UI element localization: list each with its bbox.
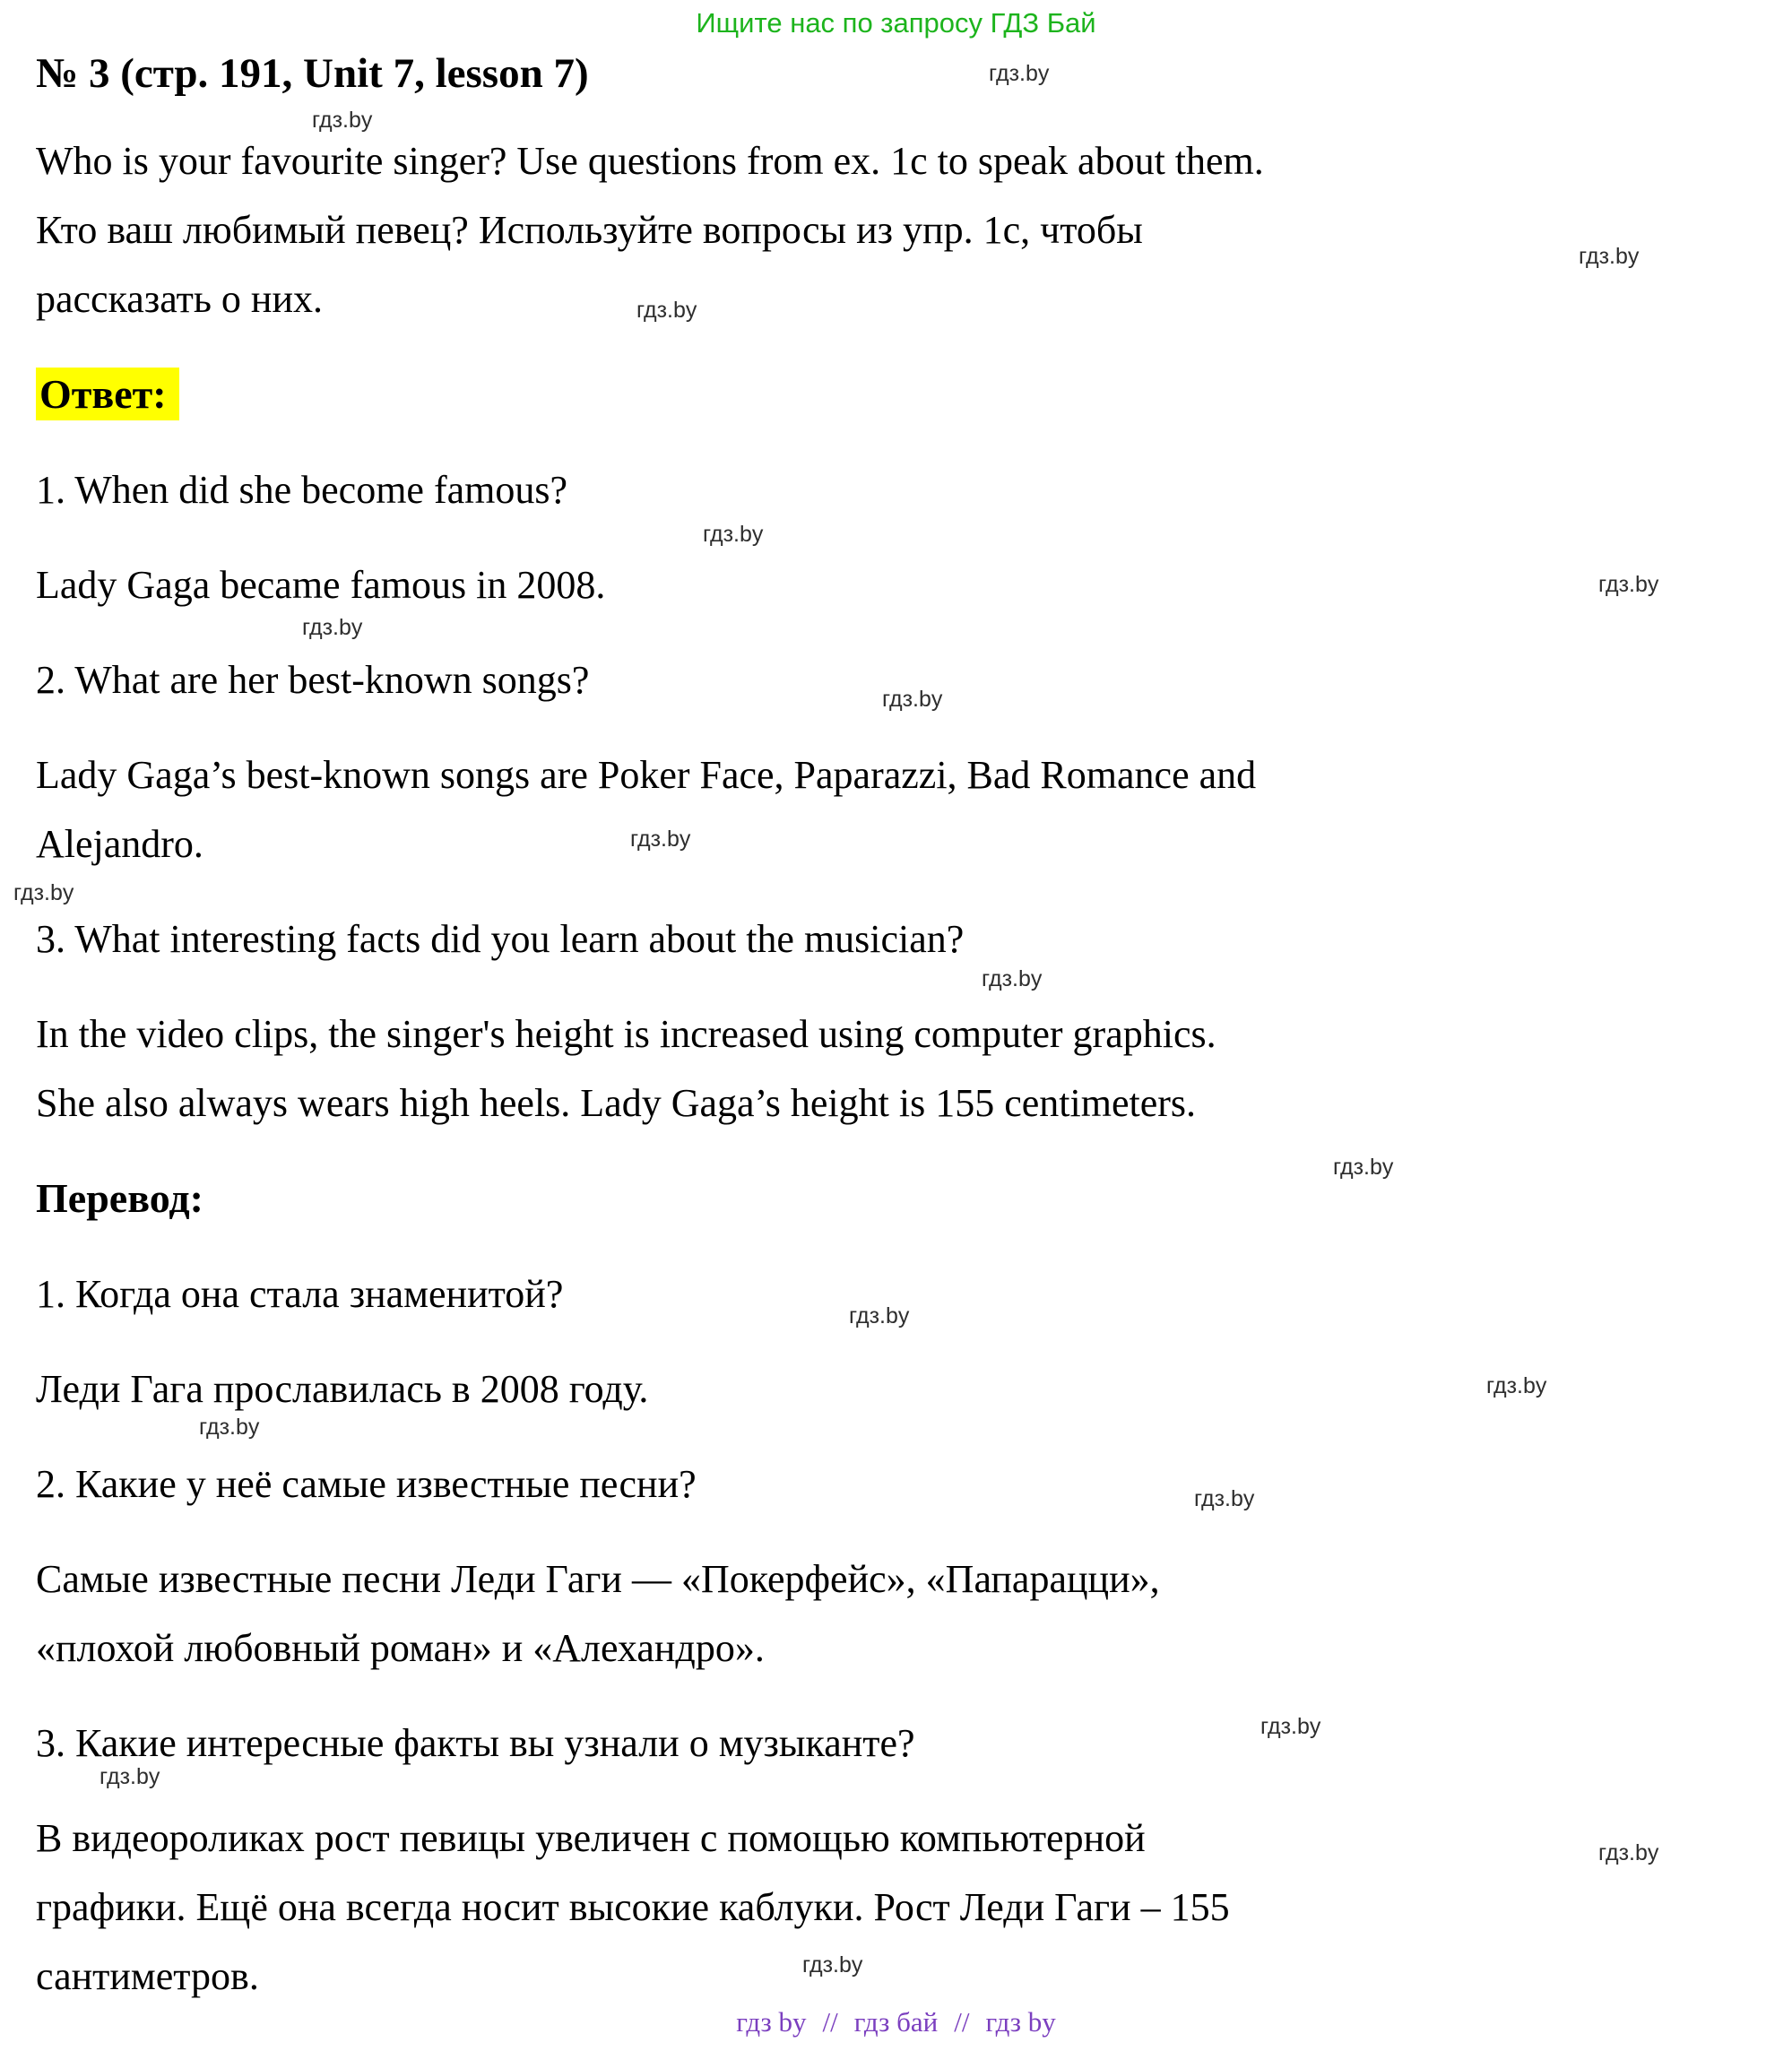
translation-question-2: 2. Какие у неё самые известные песни?	[36, 1462, 697, 1506]
watermark: гдз.by	[1579, 244, 1640, 269]
answer-question-3: 3. What interesting facts did you learn about the musician?	[36, 917, 965, 961]
watermark: гдз.by	[1598, 1840, 1659, 1865]
watermark: гдз.by	[199, 1415, 260, 1440]
answer-answer-3	[36, 1000, 1756, 1138]
answer-label-row	[36, 359, 1756, 429]
watermark: гдз.by	[1486, 1373, 1547, 1398]
translation-answer-3-line-3: сантиметров.	[36, 1954, 259, 1998]
translation-answer-1: Леди Гага прославилась в 2008 году.	[36, 1367, 649, 1411]
answer-answer-3-line-2: She also always wears high heels. Lady Gaga’s height is 155 centimeters.	[36, 1081, 1197, 1125]
translation-question-3: 3. Какие интересные факты вы узнали о музыканте?	[36, 1721, 915, 1765]
translation-answer-2-line-2: «плохой любовный роман» и «Алехандро».	[36, 1626, 765, 1670]
watermark: гдз.by	[1194, 1486, 1255, 1511]
watermark: гдз.by	[989, 61, 1050, 86]
watermark: гдз.by	[1333, 1155, 1394, 1180]
answer-answer-2	[36, 740, 1756, 878]
watermark: гдз.by	[312, 108, 373, 133]
answer-answer-2-line-1: Lady Gaga’s best-known songs are Poker Face, Paparazzi, Bad Romance and	[36, 753, 1257, 797]
translation-label: Перевод:	[36, 1175, 203, 1221]
translation-question-1: 1. Когда она стала знаменитой?	[36, 1272, 564, 1316]
exercise-heading: № 3 (стр. 191, Unit 7, lesson 7)	[36, 50, 589, 97]
answer-question-2: 2. What are her best-known songs?	[36, 658, 590, 702]
watermark: гдз.by	[630, 826, 691, 852]
footer-link-1[interactable]: гдз by	[736, 2006, 807, 2038]
task-line-en: Who is your favourite singer? Use questions from ex. 1c to speak about them.	[36, 139, 1264, 183]
footer-link-2[interactable]: гдз бай	[853, 2006, 939, 2038]
footer	[0, 2006, 1792, 2038]
watermark: гдз.by	[882, 687, 943, 712]
translation-answer-3	[36, 1804, 1756, 2011]
footer-link-3[interactable]: гдз by	[985, 2006, 1056, 2038]
translation-answer-3-line-2: графики. Ещё она всегда носит высокие каблуки. Рост Леди Гаги – 155	[36, 1885, 1230, 1929]
watermark: гдз.by	[802, 1952, 863, 1977]
content	[0, 47, 1792, 2011]
watermark: гдз.by	[302, 615, 363, 640]
answer-label: Ответ:	[36, 368, 179, 420]
watermark: гдз.by	[1260, 1714, 1321, 1739]
footer-separator: //	[822, 2006, 838, 2038]
watermark: гдз.by	[982, 966, 1043, 991]
answer-answer-2-line-2: Alejandro.	[36, 822, 203, 866]
task-text	[36, 126, 1756, 333]
watermark: гдз.by	[703, 522, 764, 547]
answer-answer-1: Lady Gaga became famous in 2008.	[36, 563, 606, 607]
task-line-ru-2: рассказать о них.	[36, 277, 323, 321]
answer-answer-3-line-1: In the video clips, the singer's height is increased using computer graphics.	[36, 1012, 1216, 1056]
watermark: гдз.by	[13, 880, 74, 905]
promo-banner: Ищите нас по запросу ГДЗ Бай	[696, 7, 1096, 39]
task-line-ru-1: Кто ваш любимый певец? Используйте вопросы из упр. 1с, чтобы	[36, 208, 1143, 252]
watermark: гдз.by	[636, 298, 697, 323]
translation-answer-2-line-1: Самые известные песни Леди Гаги — «Покерфейс», «Папарацци»,	[36, 1557, 1160, 1601]
footer-separator: //	[954, 2006, 970, 2038]
watermark: гдз.by	[849, 1303, 910, 1328]
watermark: гдз.by	[1598, 572, 1659, 597]
translation-answer-2	[36, 1545, 1756, 1683]
translation-label-row	[36, 1164, 1756, 1233]
answer-question-1: 1. When did she become famous?	[36, 468, 568, 512]
watermark: гдз.by	[100, 1764, 160, 1789]
translation-answer-3-line-1: В видеороликах рост певицы увеличен с помощью компьютерной	[36, 1816, 1146, 1860]
